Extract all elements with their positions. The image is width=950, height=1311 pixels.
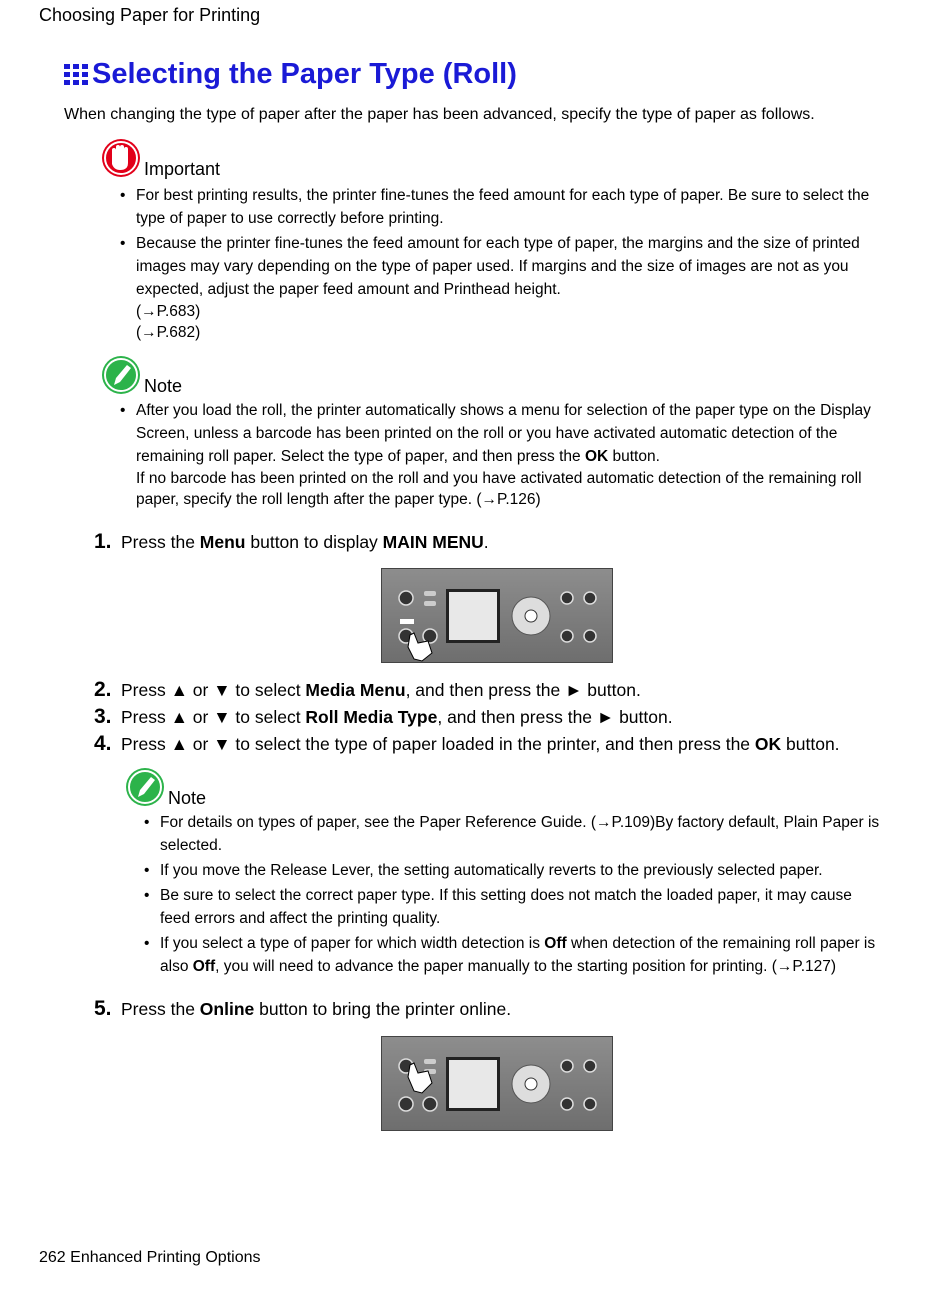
control-panel-illustration bbox=[382, 569, 612, 662]
step-4: 4. Press ▲ or ▼ to select the type of paper loaded in the printer, and then press the OK button. bbox=[94, 732, 840, 755]
important-list bbox=[100, 184, 880, 343]
note-label: Note bbox=[168, 788, 207, 808]
control-panel-image-menu bbox=[381, 568, 613, 663]
grid-icon bbox=[64, 64, 88, 86]
list-item: • If you move the Release Lever, the setting automatically reverts to the previously selected paper. bbox=[124, 859, 880, 882]
note-label: Note bbox=[144, 376, 183, 396]
page-title bbox=[64, 58, 517, 91]
running-header: Choosing Paper for Printing bbox=[39, 5, 261, 25]
note-callout bbox=[100, 355, 880, 510]
title-text: Selecting the Paper Type (Roll) bbox=[92, 58, 517, 90]
important-callout bbox=[100, 138, 880, 343]
important-hand-icon bbox=[100, 138, 142, 178]
intro-text: When changing the type of paper after the paper has been advanced, specify the type of paper as follows. bbox=[64, 106, 815, 123]
note-callout bbox=[124, 767, 880, 978]
important-label: Important bbox=[144, 159, 221, 179]
step-5: 5. Press the Online button to bring the printer online. bbox=[94, 997, 512, 1020]
control-panel-image-online bbox=[381, 1036, 613, 1131]
page-reference: (→P.683) bbox=[136, 303, 201, 320]
page-reference: (→P.682) bbox=[136, 324, 201, 341]
note-list bbox=[100, 399, 880, 510]
control-panel-illustration bbox=[382, 1037, 612, 1130]
list-item: • For best printing results, the printer fine-tunes the feed amount for each type of paper. Be sure to select the type of paper to use correctly before printing. bbox=[100, 184, 880, 230]
list-item: • Because the printer fine-tunes the feed amount for each type of paper, the margins and the size of printed images may vary depending on the type of paper used. If margins and the size of images are not as you expected, adjust the paper feed amount and Printhead height. (→P.683) (→P.682) bbox=[100, 232, 880, 343]
step-2: 2. Press ▲ or ▼ to select Media Menu, and then press the ► button. bbox=[94, 678, 641, 701]
list-item: • For details on types of paper, see the Paper Reference Guide. (→P.109)By factory default, Plain Paper is selected. bbox=[124, 811, 880, 857]
list-item: • Be sure to select the correct paper type. If this setting does not match the loaded paper, it may cause feed errors and affect the printing quality. bbox=[124, 884, 880, 930]
page-footer: 262 Enhanced Printing Options bbox=[39, 1249, 261, 1266]
list-item: • After you load the roll, the printer automatically shows a menu for selection of the paper type on the Display Screen, unless a barcode has been printed on the roll or you have activated automatic detection of the remaining roll paper. Select the type of paper, and then press the OK button. If no barcode has been printed on the roll and you have activated automatic detection of the remaining roll paper, specify the roll length after the paper type. (→P.126) bbox=[100, 399, 880, 510]
note-list bbox=[124, 811, 880, 978]
note-pencil-icon bbox=[100, 355, 142, 395]
note-pencil-icon bbox=[124, 767, 166, 807]
step-1: 1. Press the Menu button to display MAIN MENU. bbox=[94, 530, 489, 553]
list-item: • If you select a type of paper for which width detection is Off when detection of the remaining roll paper is also Off, you will need to advance the paper manually to the starting position for printing. (→P.127) bbox=[124, 932, 880, 978]
step-3: 3. Press ▲ or ▼ to select Roll Media Type, and then press the ► button. bbox=[94, 705, 673, 728]
